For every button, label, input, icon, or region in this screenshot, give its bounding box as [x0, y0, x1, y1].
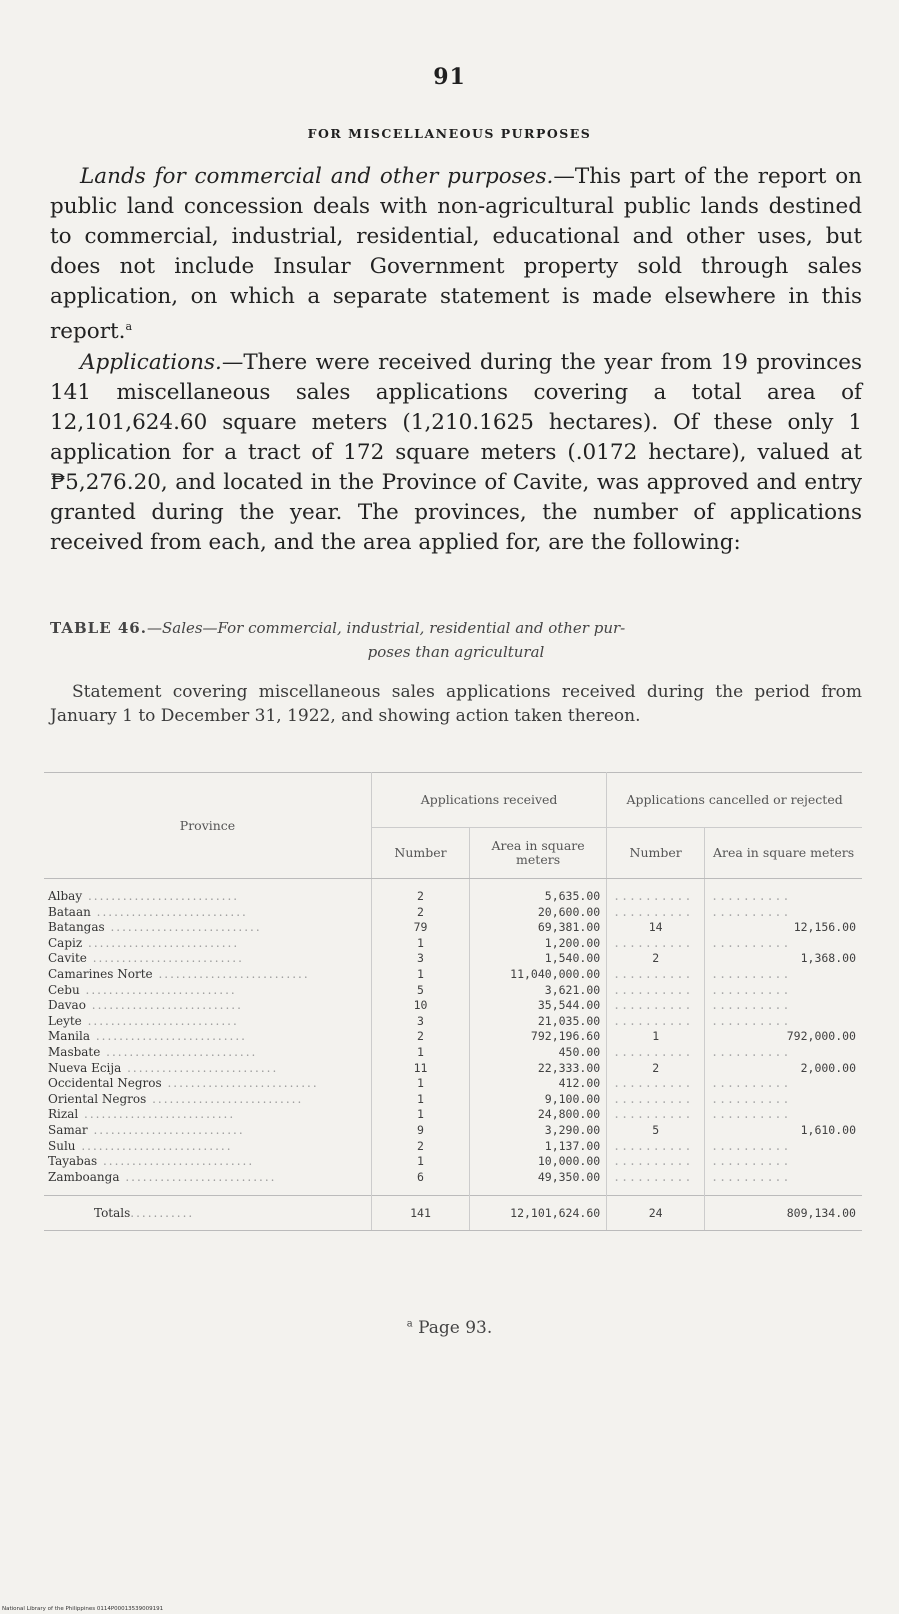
table-row [44, 1029, 862, 1045]
province-name: Cebu .......................... [48, 982, 237, 997]
cancelled-number: .......... [607, 1092, 705, 1108]
paragraph-lead: Lands for commercial and other purposes. [80, 164, 554, 189]
province-name: Camarines Norte .......................... [48, 966, 310, 981]
province-name: Tayabas .......................... [48, 1154, 255, 1169]
table-body [44, 879, 862, 1196]
cancelled-number: 14 [607, 920, 705, 936]
applications-number: 3 [372, 1014, 470, 1030]
applications-area: 49,350.00 [469, 1170, 606, 1196]
province-name: Albay .......................... [48, 889, 240, 903]
province-name: Zamboanga .......................... [48, 1169, 277, 1184]
header-applications-received: Applications received [372, 773, 607, 828]
applications-area: 3,290.00 [469, 1123, 606, 1139]
cancelled-area: .......... [705, 1045, 862, 1061]
applications-area: 412.00 [469, 1076, 606, 1092]
totals-area: 12,101,624.60 [469, 1196, 606, 1231]
province-name: Occidental Negros .......................... [48, 1076, 319, 1091]
cancelled-number: .......... [607, 998, 705, 1014]
table-row [44, 905, 862, 921]
applications-number: 2 [372, 1139, 470, 1155]
applications-area: 1,540.00 [469, 951, 606, 967]
table-caption [50, 616, 862, 664]
applications-area: 20,600.00 [469, 905, 606, 921]
applications-number: 1 [372, 1092, 470, 1108]
applications-area: 3,621.00 [469, 983, 606, 999]
province-name: Nueva Ecija .......................... [48, 1060, 279, 1075]
cancelled-area: .......... [705, 1076, 862, 1092]
province-name: Cavite .......................... [48, 951, 244, 966]
applications-number: 1 [372, 967, 470, 983]
cancelled-area: .......... [705, 1139, 862, 1155]
table-row [44, 1154, 862, 1170]
applications-number: 79 [372, 920, 470, 936]
table-row [44, 951, 862, 967]
cancelled-area: 12,156.00 [705, 920, 862, 936]
cancelled-number: .......... [607, 936, 705, 952]
applications-area: 24,800.00 [469, 1107, 606, 1123]
page-number: 91 [433, 64, 466, 90]
cancelled-area: 1,610.00 [705, 1123, 862, 1139]
totals-label: Totals........... [44, 1196, 372, 1231]
applications-number: 1 [372, 1154, 470, 1170]
header-applications-cancelled: Applications cancelled or rejected [607, 773, 862, 828]
totals-row [44, 1196, 862, 1231]
cancelled-area: .......... [705, 879, 862, 905]
cancelled-number: .......... [607, 1170, 705, 1196]
cancelled-number: .......... [607, 1107, 705, 1123]
section-heading: FOR MISCELLANEOUS PURPOSES [307, 126, 592, 141]
applications-area: 1,137.00 [469, 1139, 606, 1155]
cancelled-area: .......... [705, 998, 862, 1014]
table-row [44, 1123, 862, 1139]
province-name: Sulu .......................... [48, 1138, 233, 1153]
totals-number: 141 [372, 1196, 470, 1231]
applications-area: 792,196.60 [469, 1029, 606, 1045]
cancelled-area: .......... [705, 1154, 862, 1170]
cancelled-number: 1 [607, 1029, 705, 1045]
applications-number: 5 [372, 983, 470, 999]
applications-number: 1 [372, 1076, 470, 1092]
table-row [44, 936, 862, 952]
applications-area: 5,635.00 [469, 879, 606, 905]
province-name: Capiz .......................... [48, 935, 240, 950]
paragraph-lead: Applications. [80, 350, 222, 375]
table-row [44, 1092, 862, 1108]
cancelled-area: .......... [705, 1014, 862, 1030]
cancelled-area: 1,368.00 [705, 951, 862, 967]
applications-number: 2 [372, 879, 470, 905]
province-name: Davao .......................... [48, 998, 243, 1013]
footnote: $^a$ Page 93. [406, 1318, 493, 1338]
applications-number: 1 [372, 1107, 470, 1123]
cancelled-area: 2,000.00 [705, 1061, 862, 1077]
paragraph-commercial-lands [50, 162, 862, 347]
table-row [44, 967, 862, 983]
cancelled-area: 792,000.00 [705, 1029, 862, 1045]
applications-area: 450.00 [469, 1045, 606, 1061]
cancelled-area: .......... [705, 1107, 862, 1123]
table-statement: Statement covering miscellaneous sales applications received during the period from January 1 to December 31, 1922, and showing action taken thereon. [50, 682, 862, 726]
header-province: Province [44, 773, 372, 879]
province-name: Oriental Negros .......................... [48, 1091, 304, 1106]
table-row [44, 1061, 862, 1077]
applications-area: 10,000.00 [469, 1154, 606, 1170]
applications-number: 1 [372, 936, 470, 952]
cancelled-area: .......... [705, 936, 862, 952]
cancelled-number: 5 [607, 1123, 705, 1139]
applications-number: 2 [372, 1029, 470, 1045]
cancelled-area: .......... [705, 1092, 862, 1108]
table-row [44, 998, 862, 1014]
header-cancelled-area: Area in square meters [705, 828, 862, 879]
province-name: Rizal .......................... [48, 1107, 236, 1122]
header-number: Number [372, 828, 470, 879]
applications-number: 1 [372, 1045, 470, 1061]
cancelled-number: 2 [607, 951, 705, 967]
applications-number: 6 [372, 1170, 470, 1196]
cancelled-number: .......... [607, 1014, 705, 1030]
table-row [44, 1014, 862, 1030]
archive-watermark: National Library of the Philippines 0114P00013539009191 [2, 1606, 164, 1612]
table-label: TABLE 46. [50, 619, 147, 637]
cancelled-number: .......... [607, 967, 705, 983]
paragraph-applications [50, 348, 862, 558]
applications-area: 11,040,000.00 [469, 967, 606, 983]
table-row [44, 879, 862, 905]
footnote-marker: a [125, 320, 133, 333]
table-row [44, 1170, 862, 1196]
cancelled-number: 2 [607, 1061, 705, 1077]
cancelled-area: .......... [705, 905, 862, 921]
cancelled-number: .......... [607, 1045, 705, 1061]
applications-area: 9,100.00 [469, 1092, 606, 1108]
table-row [44, 1045, 862, 1061]
cancelled-number: .......... [607, 879, 705, 905]
applications-area: 1,200.00 [469, 936, 606, 952]
table-row [44, 983, 862, 999]
province-name: Masbate .......................... [48, 1044, 258, 1059]
table-row [44, 1139, 862, 1155]
applications-number: 11 [372, 1061, 470, 1077]
applications-number: 2 [372, 905, 470, 921]
sales-table [44, 772, 862, 1231]
province-name: Batangas .......................... [48, 920, 262, 935]
table-title-line2: poses than agricultural [367, 643, 545, 661]
cancelled-number: .......... [607, 1154, 705, 1170]
table-row [44, 920, 862, 936]
province-name: Bataan .......................... [48, 904, 248, 919]
table-row [44, 1076, 862, 1092]
cancelled-number: .......... [607, 1076, 705, 1092]
cancelled-number: .......... [607, 905, 705, 921]
totals-cancelled-area: 809,134.00 [705, 1196, 862, 1231]
table-title-line1: —Sales—For commercial, industrial, residential and other pur- [146, 619, 626, 637]
applications-number: 10 [372, 998, 470, 1014]
applications-area: 35,544.00 [469, 998, 606, 1014]
cancelled-number: .......... [607, 983, 705, 999]
footnote-text: Page 93. [418, 1318, 493, 1338]
province-name: Leyte .......................... [48, 1013, 239, 1028]
applications-number: 3 [372, 951, 470, 967]
province-name: Samar .......................... [48, 1122, 245, 1137]
applications-area: 69,381.00 [469, 920, 606, 936]
applications-area: 22,333.00 [469, 1061, 606, 1077]
cancelled-area: .......... [705, 983, 862, 999]
cancelled-area: .......... [705, 967, 862, 983]
applications-number: 9 [372, 1123, 470, 1139]
header-area: Area in square meters [469, 828, 606, 879]
paragraph-text: —This part of the report on public land concession deals with non-agricultural public lands destined to commercial, industrial, residential, educational and other uses, but does not include Insular Government property sold through sales application, on which a separate statement is made elsewhere in this report. [50, 164, 862, 345]
province-name: Manila .......................... [48, 1029, 247, 1044]
header-cancelled-number: Number [607, 828, 705, 879]
totals-cancelled-number: 24 [607, 1196, 705, 1231]
table-row [44, 1107, 862, 1123]
paragraph-text: —There were received during the year from 19 provinces 141 miscellaneous sales applications covering a total area of 12,101,624.60 square meters (1,210.1625 hectares). Of these only 1 application for a tract of 172 square meters (.0172 hectare), valued at ₱5,276.20, and located in the Province of Cavite, was approved and entry granted during the year. The provinces, the number of applications received from each, and the area applied for, are the following: [50, 350, 862, 555]
cancelled-area: .......... [705, 1170, 862, 1196]
cancelled-number: .......... [607, 1139, 705, 1155]
applications-area: 21,035.00 [469, 1014, 606, 1030]
